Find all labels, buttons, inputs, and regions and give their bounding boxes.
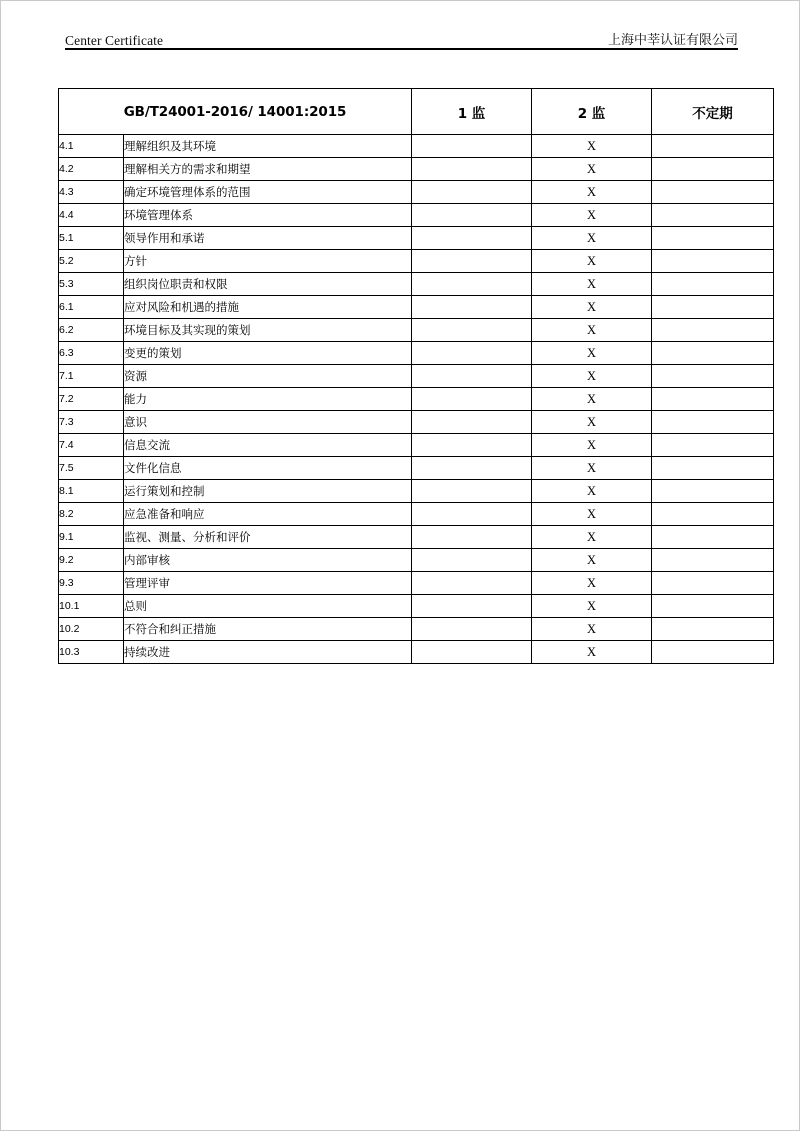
- cell-clause-number: 5.2: [59, 250, 124, 273]
- cell-adhoc: [652, 434, 774, 457]
- cell-surveillance-1: [412, 181, 532, 204]
- cell-adhoc: [652, 572, 774, 595]
- cell-adhoc: [652, 411, 774, 434]
- cell-clause-number: 10.2: [59, 618, 124, 641]
- cell-surveillance-2: X: [532, 342, 652, 365]
- table-body: [59, 135, 774, 664]
- cell-clause-title: 领导作用和承诺: [124, 227, 412, 250]
- table-row: [59, 526, 774, 549]
- cell-surveillance-1: [412, 411, 532, 434]
- cell-clause-number: 9.2: [59, 549, 124, 572]
- cell-clause-number: 7.4: [59, 434, 124, 457]
- cell-clause-title: 监视、测量、分析和评价: [124, 526, 412, 549]
- cell-surveillance-2: X: [532, 480, 652, 503]
- cell-clause-title: 环境目标及其实现的策划: [124, 319, 412, 342]
- cell-surveillance-2: X: [532, 319, 652, 342]
- header-divider-rule: [65, 48, 738, 50]
- cell-clause-number: 4.2: [59, 158, 124, 181]
- cell-clause-number: 7.1: [59, 365, 124, 388]
- table-row: [59, 503, 774, 526]
- cell-clause-number: 4.4: [59, 204, 124, 227]
- cell-clause-number: 8.2: [59, 503, 124, 526]
- cell-surveillance-1: [412, 526, 532, 549]
- cell-surveillance-2: X: [532, 365, 652, 388]
- cell-adhoc: [652, 526, 774, 549]
- cell-adhoc: [652, 181, 774, 204]
- cell-clause-title: 能力: [124, 388, 412, 411]
- cell-clause-title: 不符合和纠正措施: [124, 618, 412, 641]
- cell-surveillance-1: [412, 342, 532, 365]
- cell-surveillance-2: X: [532, 572, 652, 595]
- cell-surveillance-1: [412, 503, 532, 526]
- header-company-name: 上海中莘认证有限公司: [607, 33, 738, 48]
- table-row: [59, 250, 774, 273]
- cell-surveillance-1: [412, 457, 532, 480]
- table-row: [59, 434, 774, 457]
- cell-clause-number: 9.3: [59, 572, 124, 595]
- cell-surveillance-2: X: [532, 618, 652, 641]
- cell-surveillance-2: X: [532, 595, 652, 618]
- cell-surveillance-2: X: [532, 273, 652, 296]
- cell-clause-title: 持续改进: [124, 641, 412, 664]
- cell-clause-title: 环境管理体系: [124, 204, 412, 227]
- cell-clause-number: 7.5: [59, 457, 124, 480]
- table-row: [59, 342, 774, 365]
- table-row: [59, 365, 774, 388]
- cell-clause-title: 总则: [124, 595, 412, 618]
- cell-adhoc: [652, 365, 774, 388]
- table-row: [59, 296, 774, 319]
- cell-adhoc: [652, 342, 774, 365]
- cell-surveillance-2: X: [532, 549, 652, 572]
- table-row: [59, 181, 774, 204]
- cell-surveillance-2: X: [532, 457, 652, 480]
- cell-adhoc: [652, 618, 774, 641]
- cell-clause-title: 理解组织及其环境: [124, 135, 412, 158]
- cell-adhoc: [652, 457, 774, 480]
- cell-adhoc: [652, 135, 774, 158]
- cell-clause-title: 文件化信息: [124, 457, 412, 480]
- column-header-surveillance-1: 1 监: [412, 89, 532, 135]
- cell-surveillance-1: [412, 273, 532, 296]
- table-row: [59, 549, 774, 572]
- cell-surveillance-1: [412, 296, 532, 319]
- cell-surveillance-2: X: [532, 388, 652, 411]
- cell-clause-number: 4.3: [59, 181, 124, 204]
- table-row: [59, 388, 774, 411]
- cell-clause-title: 管理评审: [124, 572, 412, 595]
- cell-adhoc: [652, 296, 774, 319]
- table-row: [59, 641, 774, 664]
- cell-clause-number: 8.1: [59, 480, 124, 503]
- cell-clause-number: 6.3: [59, 342, 124, 365]
- table-row: [59, 480, 774, 503]
- audit-matrix-container: [58, 88, 773, 664]
- cell-clause-title: 运行策划和控制: [124, 480, 412, 503]
- cell-surveillance-1: [412, 595, 532, 618]
- table-row: [59, 457, 774, 480]
- cell-surveillance-1: [412, 434, 532, 457]
- cell-surveillance-1: [412, 388, 532, 411]
- cell-surveillance-2: X: [532, 641, 652, 664]
- cell-clause-title: 确定环境管理体系的范围: [124, 181, 412, 204]
- cell-clause-title: 理解相关方的需求和期望: [124, 158, 412, 181]
- cell-clause-number: 7.2: [59, 388, 124, 411]
- cell-surveillance-2: X: [532, 227, 652, 250]
- audit-matrix-table: [58, 88, 774, 664]
- cell-surveillance-1: [412, 135, 532, 158]
- cell-surveillance-2: X: [532, 434, 652, 457]
- cell-surveillance-2: X: [532, 526, 652, 549]
- cell-surveillance-1: [412, 365, 532, 388]
- cell-adhoc: [652, 480, 774, 503]
- cell-clause-number: 4.1: [59, 135, 124, 158]
- cell-surveillance-2: X: [532, 503, 652, 526]
- table-row: [59, 273, 774, 296]
- table-row: [59, 158, 774, 181]
- table-row: [59, 411, 774, 434]
- cell-adhoc: [652, 204, 774, 227]
- cell-surveillance-1: [412, 204, 532, 227]
- column-header-adhoc: 不定期: [652, 89, 774, 135]
- cell-surveillance-1: [412, 227, 532, 250]
- cell-clause-title: 组织岗位职责和权限: [124, 273, 412, 296]
- table-row: [59, 572, 774, 595]
- cell-surveillance-2: X: [532, 135, 652, 158]
- table-row: [59, 204, 774, 227]
- cell-adhoc: [652, 549, 774, 572]
- cell-clause-number: 5.3: [59, 273, 124, 296]
- table-row: [59, 319, 774, 342]
- cell-surveillance-1: [412, 158, 532, 181]
- header-document-title: Center Certificate: [65, 33, 164, 48]
- cell-clause-title: 应对风险和机遇的措施: [124, 296, 412, 319]
- cell-adhoc: [652, 227, 774, 250]
- cell-clause-number: 10.3: [59, 641, 124, 664]
- cell-surveillance-2: X: [532, 181, 652, 204]
- table-head: [59, 89, 774, 135]
- table-header-row: [59, 89, 774, 135]
- cell-surveillance-1: [412, 572, 532, 595]
- cell-clause-title: 变更的策划: [124, 342, 412, 365]
- table-row: [59, 227, 774, 250]
- cell-clause-title: 信息交流: [124, 434, 412, 457]
- cell-clause-title: 应急准备和响应: [124, 503, 412, 526]
- cell-surveillance-2: X: [532, 158, 652, 181]
- cell-adhoc: [652, 319, 774, 342]
- cell-surveillance-1: [412, 618, 532, 641]
- cell-surveillance-2: X: [532, 411, 652, 434]
- cell-adhoc: [652, 388, 774, 411]
- column-header-surveillance-2: 2 监: [532, 89, 652, 135]
- cell-surveillance-1: [412, 480, 532, 503]
- cell-clause-title: 方针: [124, 250, 412, 273]
- cell-surveillance-1: [412, 319, 532, 342]
- cell-clause-number: 6.2: [59, 319, 124, 342]
- cell-clause-number: 6.1: [59, 296, 124, 319]
- cell-clause-number: 5.1: [59, 227, 124, 250]
- cell-adhoc: [652, 250, 774, 273]
- cell-surveillance-1: [412, 250, 532, 273]
- cell-adhoc: [652, 595, 774, 618]
- cell-surveillance-2: X: [532, 296, 652, 319]
- cell-clause-title: 资源: [124, 365, 412, 388]
- cell-clause-number: 9.1: [59, 526, 124, 549]
- cell-adhoc: [652, 158, 774, 181]
- cell-clause-title: 意识: [124, 411, 412, 434]
- table-row: [59, 135, 774, 158]
- cell-clause-title: 内部审核: [124, 549, 412, 572]
- table-row: [59, 618, 774, 641]
- running-header: [65, 25, 738, 49]
- cell-surveillance-1: [412, 549, 532, 572]
- table-row: [59, 595, 774, 618]
- cell-clause-number: 7.3: [59, 411, 124, 434]
- cell-adhoc: [652, 503, 774, 526]
- cell-adhoc: [652, 641, 774, 664]
- cell-clause-number: 10.1: [59, 595, 124, 618]
- column-header-standard: GB/T24001-2016/ 14001:2015: [59, 89, 412, 135]
- cell-surveillance-2: X: [532, 250, 652, 273]
- cell-surveillance-2: X: [532, 204, 652, 227]
- cell-adhoc: [652, 273, 774, 296]
- cell-surveillance-1: [412, 641, 532, 664]
